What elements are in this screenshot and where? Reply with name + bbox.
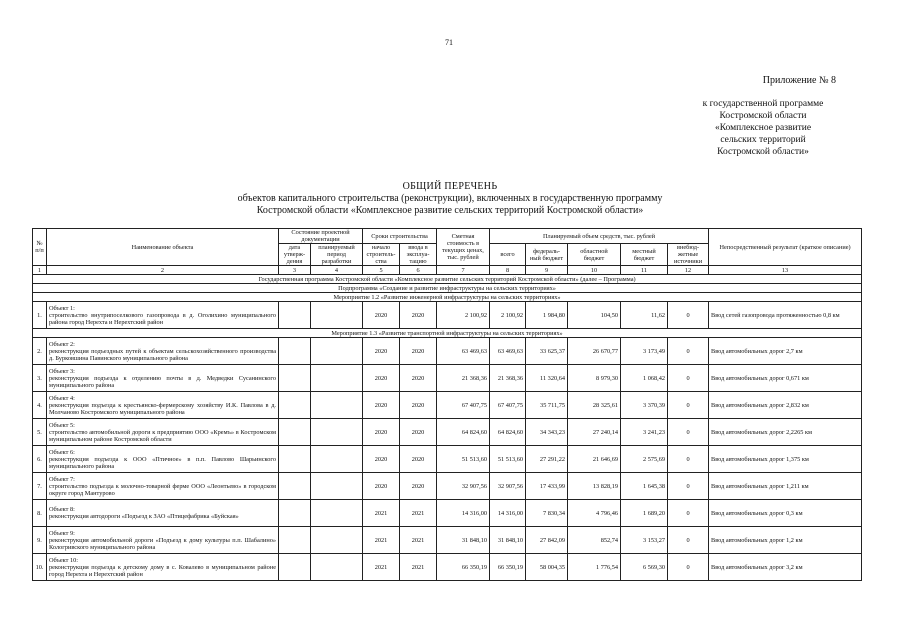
program-note-line: Костромской области <box>719 111 807 121</box>
estimate-value: 51 513,60 <box>437 446 490 473</box>
regional-value: 27 240,14 <box>568 419 621 446</box>
date-approved <box>279 500 311 527</box>
object-name <box>47 419 279 446</box>
estimate-value: 32 907,56 <box>437 473 490 500</box>
header-design-period: планируемый период разработки <box>311 244 363 266</box>
federal-value: 11 320,64 <box>526 365 568 392</box>
column-number: 1 <box>33 266 47 275</box>
program-note-line: сельских территорий <box>720 135 806 145</box>
result-text: Ввод автомобильных дорог 1,375 км <box>709 446 862 473</box>
date-approved <box>279 554 311 581</box>
program-note-line: Костромской области» <box>717 147 809 157</box>
total-value: 21 368,36 <box>490 365 526 392</box>
total-value: 67 407,75 <box>490 392 526 419</box>
program-row <box>33 275 862 284</box>
object-name <box>47 500 279 527</box>
header-regional: областной бюджет <box>568 244 621 266</box>
table-row <box>33 473 862 500</box>
table-row <box>33 419 862 446</box>
object-label: Объект 6: <box>49 448 75 456</box>
total-value: 63 469,63 <box>490 338 526 365</box>
local-value: 6 569,30 <box>621 554 668 581</box>
column-number: 12 <box>668 266 709 275</box>
header-extra: внебюд-жетные источники <box>668 244 709 266</box>
start-year: 2020 <box>363 365 400 392</box>
federal-value: 1 984,80 <box>526 302 568 329</box>
subprogram-row <box>33 284 862 293</box>
header-num: № п/п <box>33 229 47 266</box>
federal-value: 27 842,09 <box>526 527 568 554</box>
object-description: строительство внутрипоселкового газопровода в д. Оголихино муниципального района город Нерехта и Нерехтский район <box>49 311 276 326</box>
object-description: реконструкция автодороги «Подъезд к ЗАО «Птицефабрика «Буйская» <box>49 513 239 520</box>
appendix-title: Приложение № 8 <box>762 75 836 86</box>
extra-value: 0 <box>668 419 709 446</box>
regional-value: 1 776,54 <box>568 554 621 581</box>
object-name <box>47 365 279 392</box>
table-row <box>33 446 862 473</box>
estimate-value: 64 824,60 <box>437 419 490 446</box>
federal-value: 34 343,23 <box>526 419 568 446</box>
column-number: 7 <box>437 266 490 275</box>
object-description: реконструкция подъезда к крестьянско-фермерскому хозяйству И.К. Павлова в д. Молчаново Костромского муниципального района <box>49 401 276 416</box>
column-number: 9 <box>526 266 568 275</box>
row-num: 4. <box>33 392 47 419</box>
extra-value: 0 <box>668 473 709 500</box>
object-label: Объект 8: <box>49 506 75 513</box>
local-value: 3 370,39 <box>621 392 668 419</box>
object-label: Объект 3: <box>49 367 75 375</box>
design-period <box>311 365 363 392</box>
commission-year: 2021 <box>400 554 437 581</box>
object-description: реконструкция автомобильной дороги «Подъезд к дому культуры п.п. Шабалино» Кологривского муниципального района <box>49 536 276 551</box>
program-note-line: к государственной программе <box>702 99 824 109</box>
header-date-approved: дата утверж-дения <box>279 244 311 266</box>
date-approved <box>279 527 311 554</box>
row-num: 1. <box>33 302 47 329</box>
result-text: Ввод автомобильных дорог 3,2 км <box>709 554 862 581</box>
federal-value: 58 004,35 <box>526 554 568 581</box>
result-text: Ввод сетей газопровода протяженностью 0,8 км <box>709 302 862 329</box>
program-note-line: «Комплексное развитие <box>714 123 812 133</box>
design-period <box>311 392 363 419</box>
commission-year: 2020 <box>400 473 437 500</box>
local-value: 2 575,69 <box>621 446 668 473</box>
commission-year: 2020 <box>400 302 437 329</box>
date-approved <box>279 473 311 500</box>
row-num: 6. <box>33 446 47 473</box>
object-name <box>47 527 279 554</box>
regional-value: 21 646,69 <box>568 446 621 473</box>
table-row <box>33 302 862 329</box>
local-value: 1 068,42 <box>621 365 668 392</box>
object-name <box>47 338 279 365</box>
total-value: 14 316,00 <box>490 500 526 527</box>
commission-year: 2020 <box>400 446 437 473</box>
extra-value: 0 <box>668 446 709 473</box>
design-period <box>311 419 363 446</box>
result-text: Ввод автомобильных дорог 1,2 км <box>709 527 862 554</box>
commission-year: 2020 <box>400 338 437 365</box>
regional-value: 4 796,46 <box>568 500 621 527</box>
result-text: Ввод автомобильных дорог 2,832 км <box>709 392 862 419</box>
result-text: Ввод автомобильных дорог 2,2265 км <box>709 419 862 446</box>
design-period <box>311 527 363 554</box>
estimate-value: 21 368,36 <box>437 365 490 392</box>
date-approved <box>279 419 311 446</box>
result-text: Ввод автомобильных дорог 0,3 км <box>709 500 862 527</box>
extra-value: 0 <box>668 500 709 527</box>
result-text: Ввод автомобильных дорог 1,211 км <box>709 473 862 500</box>
start-year: 2020 <box>363 302 400 329</box>
commission-year: 2020 <box>400 365 437 392</box>
table-row <box>33 554 862 581</box>
start-year: 2020 <box>363 446 400 473</box>
date-approved <box>279 365 311 392</box>
column-number: 5 <box>363 266 400 275</box>
design-period <box>311 554 363 581</box>
start-year: 2020 <box>363 473 400 500</box>
estimate-value: 66 350,19 <box>437 554 490 581</box>
header-design-state: Состояние проектной документации <box>279 229 363 244</box>
header-local: местный бюджет <box>621 244 668 266</box>
measure-row <box>33 329 862 338</box>
start-year: 2021 <box>363 527 400 554</box>
estimate-value: 14 316,00 <box>437 500 490 527</box>
regional-value: 8 979,30 <box>568 365 621 392</box>
date-approved <box>279 392 311 419</box>
object-description: строительство автомобильной дороги к предприятию ООО «Кремъ» в Костромском муниципальном районе Костромской области <box>49 428 276 443</box>
total-value: 32 907,56 <box>490 473 526 500</box>
column-number: 4 <box>311 266 363 275</box>
table-row <box>33 392 862 419</box>
program-title: Государственная программа Костромской области «Комплексное развитие сельских территорий Костромской области» (далее – Программа) <box>33 275 862 284</box>
object-name <box>47 392 279 419</box>
column-number: 3 <box>279 266 311 275</box>
header-build-terms: Сроки строительства <box>363 229 437 244</box>
column-number: 13 <box>709 266 862 275</box>
local-value: 11,62 <box>621 302 668 329</box>
row-num: 7. <box>33 473 47 500</box>
object-name <box>47 446 279 473</box>
design-period <box>311 473 363 500</box>
regional-value: 13 828,19 <box>568 473 621 500</box>
extra-value: 0 <box>668 365 709 392</box>
object-label: Объект 7: <box>49 475 75 483</box>
row-num: 9. <box>33 527 47 554</box>
table-row <box>33 365 862 392</box>
header-federal: федераль-ный бюджет <box>526 244 568 266</box>
federal-value: 17 433,99 <box>526 473 568 500</box>
local-value: 3 173,49 <box>621 338 668 365</box>
column-number: 2 <box>47 266 279 275</box>
object-name <box>47 302 279 329</box>
row-num: 2. <box>33 338 47 365</box>
object-label: Объект 1: <box>49 304 75 312</box>
regional-value: 852,74 <box>568 527 621 554</box>
start-year: 2020 <box>363 338 400 365</box>
object-label: Объект 5: <box>49 421 75 429</box>
header-commission: ввода в эксплуа-тацию <box>400 244 437 266</box>
start-year: 2021 <box>363 500 400 527</box>
measure-title: Мероприятие 1.3 «Развитие транспортной инфраструктуры на сельских территориях» <box>33 329 862 338</box>
extra-value: 0 <box>668 338 709 365</box>
extra-value: 0 <box>668 392 709 419</box>
object-name <box>47 554 279 581</box>
date-approved <box>279 302 311 329</box>
table-header-row <box>33 229 862 244</box>
column-numbers-row <box>33 266 862 275</box>
header-funding: Планируемый объем средств, тыс. рублей <box>490 229 709 244</box>
header-start: начало строитель-ства <box>363 244 400 266</box>
object-description: реконструкция подъезда к ООО «Птичное» в п.п. Павлово Шарьинского муниципального района <box>49 455 276 470</box>
object-description: реконструкция подъезда к отделению почты в д. Медведки Сусанинского муниципального района <box>49 374 276 389</box>
column-number: 11 <box>621 266 668 275</box>
row-num: 5. <box>33 419 47 446</box>
local-value: 1 689,20 <box>621 500 668 527</box>
program-note <box>668 98 858 158</box>
start-year: 2021 <box>363 554 400 581</box>
estimate-value: 63 469,63 <box>437 338 490 365</box>
column-number: 6 <box>400 266 437 275</box>
design-period <box>311 500 363 527</box>
regional-value: 28 325,61 <box>568 392 621 419</box>
object-label: Объект 2: <box>49 340 75 348</box>
table-row <box>33 527 862 554</box>
regional-value: 104,50 <box>568 302 621 329</box>
header-name: Наименование объекта <box>47 229 279 266</box>
row-num: 8. <box>33 500 47 527</box>
document-title-block <box>180 181 720 217</box>
header-estimate: Сметная стоимость в текущих ценах, тыс. рублей <box>437 229 490 266</box>
subprogram-title: Подпрограмма «Создание и развитие инфраструктуры на сельских территориях» <box>33 284 862 293</box>
commission-year: 2021 <box>400 500 437 527</box>
federal-value: 35 711,75 <box>526 392 568 419</box>
page-number: 71 <box>445 38 453 47</box>
objects-table <box>32 228 862 581</box>
federal-value: 33 625,37 <box>526 338 568 365</box>
object-description: реконструкция подъезда к детскому дому в с. Ковалево в муниципальном районе город Нерехта и Нерехтский район <box>49 563 276 578</box>
object-label: Объект 4: <box>49 394 75 402</box>
total-value: 2 100,92 <box>490 302 526 329</box>
design-period <box>311 302 363 329</box>
table-row <box>33 500 862 527</box>
result-text: Ввод автомобильных дорог 0,671 км <box>709 365 862 392</box>
date-approved <box>279 338 311 365</box>
total-value: 31 848,10 <box>490 527 526 554</box>
document-title: ОБЩИЙ ПЕРЕЧЕНЬ <box>402 181 498 192</box>
row-num: 10. <box>33 554 47 581</box>
object-name <box>47 473 279 500</box>
total-value: 64 824,60 <box>490 419 526 446</box>
local-value: 1 645,38 <box>621 473 668 500</box>
local-value: 3 153,27 <box>621 527 668 554</box>
total-value: 51 513,60 <box>490 446 526 473</box>
document-subtitle-line: объектов капитального строительства (реконструкции), включенных в государственную программу <box>237 193 663 204</box>
header-result: Непосредственный результат (краткое описание) <box>709 229 862 266</box>
federal-value: 7 830,34 <box>526 500 568 527</box>
estimate-value: 31 848,10 <box>437 527 490 554</box>
estimate-value: 67 407,75 <box>437 392 490 419</box>
document-subtitle-line: Костромской области «Комплексное развитие сельских территорий Костромской области» <box>256 205 644 216</box>
local-value: 3 241,23 <box>621 419 668 446</box>
measure-row <box>33 293 862 302</box>
total-value: 66 350,19 <box>490 554 526 581</box>
commission-year: 2020 <box>400 392 437 419</box>
start-year: 2020 <box>363 419 400 446</box>
header-total: всего <box>490 244 526 266</box>
object-description: реконструкция подъездных путей к объектам сельскохозяйственного производства д. Бурковшина Павинского муниципального района <box>49 347 276 362</box>
extra-value: 0 <box>668 554 709 581</box>
design-period <box>311 446 363 473</box>
object-label: Объект 10: <box>49 556 78 564</box>
estimate-value: 2 100,92 <box>437 302 490 329</box>
object-label: Объект 9: <box>49 529 75 537</box>
design-period <box>311 338 363 365</box>
object-description: строительство подъезда к молочно-товарной ферме ООО «Леонтьево» в городском округе город Мантурово <box>49 482 276 497</box>
date-approved <box>279 446 311 473</box>
federal-value: 27 291,22 <box>526 446 568 473</box>
extra-value: 0 <box>668 302 709 329</box>
commission-year: 2021 <box>400 527 437 554</box>
commission-year: 2020 <box>400 419 437 446</box>
measure-title: Мероприятие 1.2 «Развитие инженерной инфраструктуры на сельских территориях» <box>33 293 862 302</box>
column-number: 8 <box>490 266 526 275</box>
column-number: 10 <box>568 266 621 275</box>
row-num: 3. <box>33 365 47 392</box>
start-year: 2020 <box>363 392 400 419</box>
table-row <box>33 338 862 365</box>
regional-value: 26 670,77 <box>568 338 621 365</box>
extra-value: 0 <box>668 527 709 554</box>
result-text: Ввод автомобильных дорог 2,7 км <box>709 338 862 365</box>
